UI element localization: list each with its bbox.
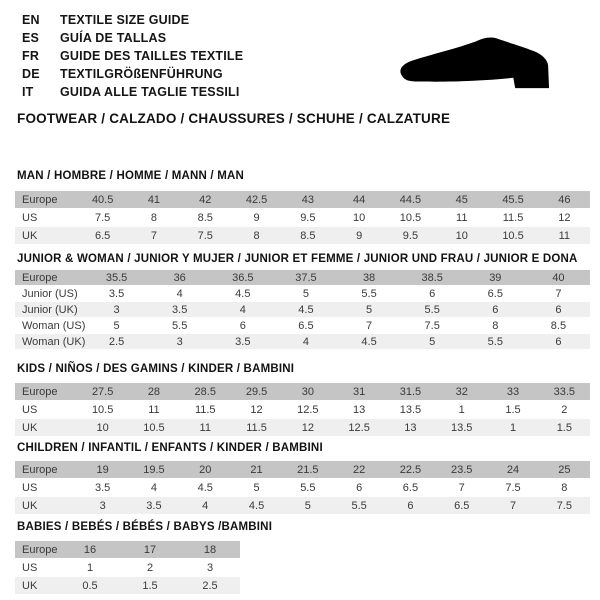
size-value: 36 <box>148 270 211 285</box>
language-code: DE <box>22 67 40 81</box>
size-value: 2.5 <box>85 334 148 349</box>
table-row <box>15 577 240 594</box>
size-value: 8 <box>492 319 499 332</box>
size-value: 8 <box>150 211 157 224</box>
size-value: 29.5 <box>231 383 282 400</box>
language-row <box>22 47 243 65</box>
language-code: EN <box>22 13 40 27</box>
table-row <box>15 270 590 285</box>
size-value: 9 <box>253 211 260 224</box>
size-value: 4.5 <box>338 334 401 349</box>
size-value: 17 <box>120 541 180 558</box>
size-value: 25 <box>539 461 590 478</box>
size-value: 6 <box>527 334 590 349</box>
size-value: 44 <box>333 191 384 208</box>
size-value: 11 <box>180 419 231 436</box>
size-value: 4.5 <box>231 497 282 514</box>
size-value: 1 <box>86 561 94 574</box>
row-label: Woman (US) <box>22 319 85 332</box>
size-value: 3.5 <box>148 302 211 317</box>
language-code: FR <box>22 49 40 63</box>
row-label: Europe <box>15 461 77 478</box>
size-value: 13.5 <box>436 419 487 436</box>
size-value: 19 <box>77 461 128 478</box>
table-row <box>15 334 590 349</box>
size-value: 28.5 <box>180 383 231 400</box>
table-row <box>15 227 590 244</box>
size-value: 10 <box>353 211 366 224</box>
row-label: UK <box>15 419 77 436</box>
language-code: IT <box>22 85 34 99</box>
language-list <box>22 11 243 101</box>
row-label: Woman (UK) <box>15 334 85 349</box>
size-value: 7.5 <box>539 497 590 514</box>
size-value: 3.5 <box>95 481 111 494</box>
size-value: 3.5 <box>108 287 125 300</box>
size-value: 38 <box>338 270 401 285</box>
size-value: 6 <box>464 302 527 317</box>
table-row <box>15 318 590 333</box>
size-value: 9.5 <box>300 211 316 224</box>
size-value: 3 <box>148 334 211 349</box>
size-value: 31.5 <box>385 383 436 400</box>
size-value: 4 <box>274 334 337 349</box>
size-value: 8.5 <box>197 211 213 224</box>
size-value: 5 <box>253 481 260 494</box>
size-value: 12 <box>558 211 571 224</box>
size-value: 6.5 <box>298 319 314 332</box>
row-label: UK <box>15 227 77 244</box>
size-value: 32 <box>436 383 487 400</box>
size-value: 11.5 <box>231 419 282 436</box>
row-label: Junior (US) <box>22 287 78 300</box>
size-value: 7.5 <box>505 481 521 494</box>
size-value: 10.5 <box>399 211 422 224</box>
size-value: 6 <box>356 481 363 494</box>
row-label: Europe <box>15 270 85 285</box>
size-value: 3 <box>206 561 214 574</box>
size-value: 10 <box>77 419 128 436</box>
size-value: 46 <box>539 191 590 208</box>
size-value: 18 <box>180 541 240 558</box>
row-label: UK <box>15 577 60 594</box>
size-value: 6.5 <box>402 481 419 494</box>
size-value: 4 <box>211 302 274 317</box>
size-value: 8.5 <box>550 319 567 332</box>
section-title: BABIES / BEBÉS / BÉBÉS / BABYS /BAMBINI <box>17 521 273 533</box>
table-row <box>15 191 590 208</box>
table-row <box>15 479 590 496</box>
size-section <box>15 363 590 437</box>
size-value: 12.5 <box>333 419 384 436</box>
size-value: 5.5 <box>300 481 316 494</box>
size-value: 27.5 <box>77 383 128 400</box>
size-table <box>15 460 590 515</box>
size-value: 4.5 <box>197 481 213 494</box>
size-table <box>15 269 590 350</box>
size-value: 4 <box>180 497 231 514</box>
size-value: 0.5 <box>60 577 120 594</box>
row-label: Europe <box>15 191 77 208</box>
size-value: 1.5 <box>120 577 180 594</box>
size-section <box>15 170 590 245</box>
language-text: GUIDA ALLE TAGLIE TESSILI <box>60 85 240 99</box>
size-value: 8 <box>231 227 282 244</box>
size-value: 28 <box>128 383 179 400</box>
size-value: 11.5 <box>194 403 216 416</box>
size-value: 1 <box>458 403 465 416</box>
size-value: 10 <box>436 227 487 244</box>
size-value: 5 <box>338 302 401 317</box>
size-value: 42.5 <box>231 191 282 208</box>
size-value: 2 <box>561 403 568 416</box>
table-row <box>15 497 590 514</box>
category-title: FOOTWEAR / CALZADO / CHAUSSURES / SCHUHE / CALZATURE <box>17 111 451 126</box>
size-value: 43 <box>282 191 333 208</box>
size-value: 7 <box>487 497 538 514</box>
size-value: 11 <box>456 211 468 224</box>
size-value: 8 <box>561 481 568 494</box>
size-value: 16 <box>60 541 120 558</box>
size-value: 45 <box>436 191 487 208</box>
table-row <box>15 209 590 226</box>
table-row <box>15 419 590 436</box>
size-value: 12.5 <box>297 403 319 416</box>
size-value: 22.5 <box>385 461 436 478</box>
size-value: 11 <box>148 403 160 416</box>
language-text: GUÍA DE TALLAS <box>60 31 167 45</box>
size-value: 6 <box>239 319 246 332</box>
table-row <box>15 383 590 400</box>
size-value: 4.5 <box>235 287 251 300</box>
row-label: Europe <box>15 541 60 558</box>
size-value: 7 <box>366 319 373 332</box>
size-value: 19.5 <box>128 461 179 478</box>
row-label: US <box>22 403 38 416</box>
table-row <box>15 302 590 317</box>
size-value: 5.5 <box>333 497 384 514</box>
size-value: 33 <box>487 383 538 400</box>
row-label: US <box>22 561 38 574</box>
size-value: 7 <box>128 227 179 244</box>
size-value: 1.5 <box>539 419 590 436</box>
section-title: CHILDREN / INFANTIL / ENFANTS / KINDER / BAMBINI <box>17 442 323 454</box>
language-row <box>22 29 243 47</box>
row-label: Europe <box>15 383 77 400</box>
size-value: 36.5 <box>211 270 274 285</box>
row-label: US <box>22 481 38 494</box>
size-value: 9.5 <box>385 227 436 244</box>
size-value: 30 <box>282 383 333 400</box>
size-value: 5 <box>401 334 464 349</box>
size-value: 1 <box>487 419 538 436</box>
size-value: 42 <box>180 191 231 208</box>
size-value: 5.5 <box>172 319 188 332</box>
size-value: 41 <box>128 191 179 208</box>
language-row <box>22 65 243 83</box>
section-title: JUNIOR & WOMAN / JUNIOR Y MUJER / JUNIOR ET FEMME / JUNIOR UND FRAU / JUNIOR E DONA <box>17 253 578 265</box>
size-value: 11.5 <box>502 211 524 224</box>
size-value: 45.5 <box>487 191 538 208</box>
size-value: 31 <box>333 383 384 400</box>
size-value: 38.5 <box>401 270 464 285</box>
size-value: 10.5 <box>487 227 538 244</box>
size-value: 10.5 <box>128 419 179 436</box>
size-section <box>15 253 590 350</box>
row-label: UK <box>15 497 77 514</box>
size-value: 12 <box>250 403 263 416</box>
size-value: 6 <box>429 287 436 300</box>
size-value: 33.5 <box>539 383 590 400</box>
size-value: 3 <box>85 302 148 317</box>
row-label: Junior (UK) <box>15 302 85 317</box>
language-code: ES <box>22 31 40 45</box>
size-value: 7 <box>555 287 562 300</box>
size-value: 37.5 <box>274 270 337 285</box>
size-value: 5.5 <box>361 287 377 300</box>
language-text: TEXTILGRÖßENFÜHRUNG <box>60 67 223 81</box>
language-text: TEXTILE SIZE GUIDE <box>60 13 190 27</box>
size-value: 6.5 <box>436 497 487 514</box>
size-value: 20 <box>180 461 231 478</box>
language-row <box>22 83 243 101</box>
size-value: 23.5 <box>436 461 487 478</box>
size-value: 11 <box>539 227 590 244</box>
size-table <box>15 190 590 245</box>
size-value: 5 <box>282 497 333 514</box>
size-value: 9 <box>333 227 384 244</box>
size-value: 22 <box>333 461 384 478</box>
size-value: 7.5 <box>95 211 111 224</box>
size-value: 5.5 <box>401 302 464 317</box>
size-value: 21 <box>231 461 282 478</box>
language-row <box>22 11 243 29</box>
shoe-icon <box>393 26 581 100</box>
size-value: 40 <box>527 270 590 285</box>
size-value: 4.5 <box>274 302 337 317</box>
size-value: 2.5 <box>180 577 240 594</box>
size-value: 6 <box>527 302 590 317</box>
table-row <box>15 461 590 478</box>
table-row <box>15 541 240 558</box>
size-value: 4 <box>150 481 157 494</box>
table-row <box>15 559 240 576</box>
size-value: 6 <box>385 497 436 514</box>
size-section <box>15 442 590 515</box>
size-value: 10.5 <box>91 403 114 416</box>
size-value: 13 <box>385 419 436 436</box>
size-value: 1.5 <box>505 403 521 416</box>
language-text: GUIDE DES TAILLES TEXTILE <box>60 49 244 63</box>
size-section <box>15 521 590 595</box>
size-value: 13.5 <box>399 403 422 416</box>
size-table <box>15 540 240 595</box>
size-value: 3.5 <box>128 497 179 514</box>
size-value: 7.5 <box>424 319 440 332</box>
size-value: 13 <box>353 403 366 416</box>
size-value: 3 <box>77 497 128 514</box>
size-value: 12 <box>282 419 333 436</box>
size-value: 39 <box>464 270 527 285</box>
size-value: 5 <box>302 287 309 300</box>
size-value: 5 <box>113 319 120 332</box>
size-value: 44.5 <box>385 191 436 208</box>
size-value: 8.5 <box>282 227 333 244</box>
size-value: 21.5 <box>282 461 333 478</box>
size-value: 3.5 <box>211 334 274 349</box>
size-value: 2 <box>146 561 154 574</box>
size-value: 6.5 <box>77 227 128 244</box>
section-title: KIDS / NIÑOS / DES GAMINS / KINDER / BAMBINI <box>17 363 295 375</box>
size-value: 7 <box>458 481 465 494</box>
size-value: 24 <box>487 461 538 478</box>
table-row <box>15 401 590 418</box>
size-value: 7.5 <box>180 227 231 244</box>
size-table <box>15 382 590 437</box>
size-value: 35.5 <box>85 270 148 285</box>
size-value: 40.5 <box>77 191 128 208</box>
table-row <box>15 286 590 301</box>
size-value: 6.5 <box>487 287 503 300</box>
row-label: US <box>22 211 38 224</box>
section-title: MAN / HOMBRE / HOMME / MANN / MAN <box>17 170 245 182</box>
size-value: 4 <box>176 287 183 300</box>
size-value: 5.5 <box>464 334 527 349</box>
